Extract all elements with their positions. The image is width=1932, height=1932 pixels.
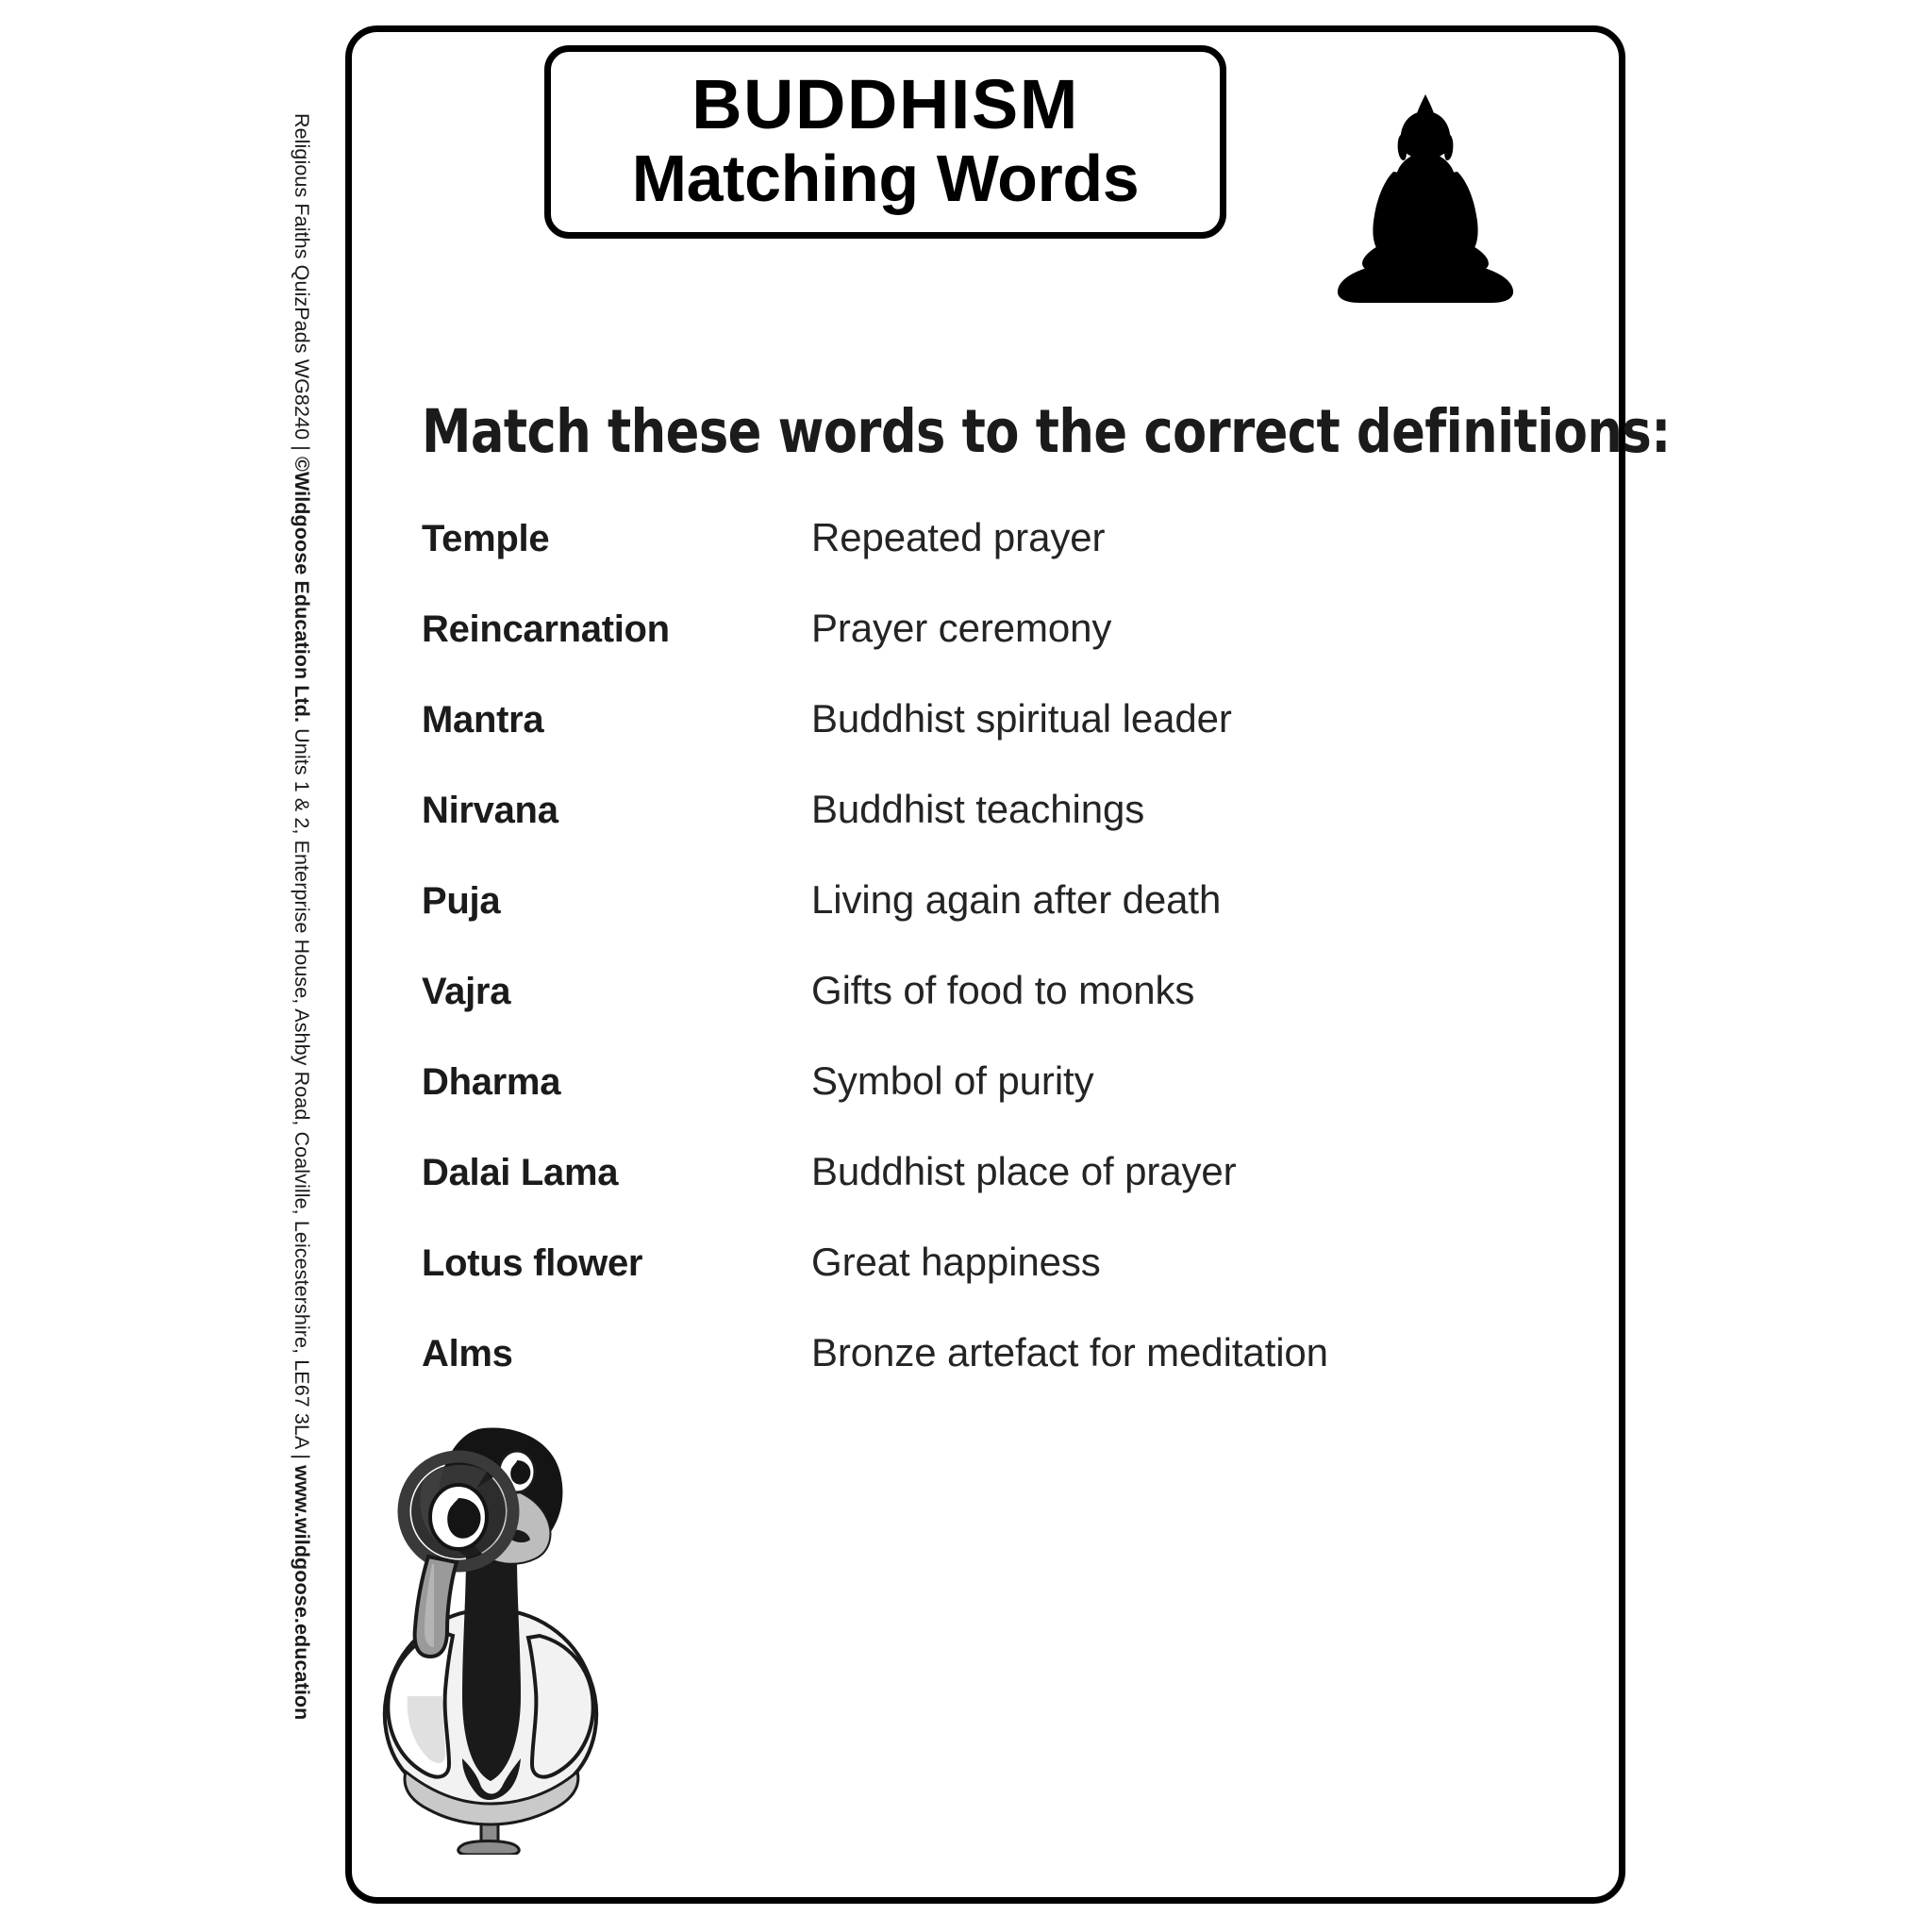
term-label: Lotus flower xyxy=(422,1242,643,1284)
definition-label: Great happiness xyxy=(811,1240,1101,1284)
list-item xyxy=(422,696,1563,787)
spine-credit-part-1: Religious Faiths QuizPads WG8240 | xyxy=(291,113,313,457)
term-label: Mantra xyxy=(422,699,544,741)
list-item xyxy=(422,1058,1563,1149)
term-label: Temple xyxy=(422,518,550,559)
spine-credit-text xyxy=(281,113,323,1736)
term-label: Dharma xyxy=(422,1061,561,1103)
definition-label: Buddhist place of prayer xyxy=(811,1149,1237,1193)
list-item xyxy=(422,606,1563,696)
instruction-heading: Match these words to the correct definitions: xyxy=(422,397,1671,466)
goose-with-magnifying-glass-icon xyxy=(351,1413,630,1855)
list-item xyxy=(422,1240,1563,1330)
matching-list xyxy=(422,515,1563,1421)
definition-label: Buddhist spiritual leader xyxy=(811,696,1232,741)
page-title: BUDDHISM xyxy=(691,64,1079,143)
spine-credit-address: Units 1 & 2, Enterprise House, Ashby Road, Coalville, Leicestershire, LE67 3LA | xyxy=(291,723,313,1466)
term-label: Dalai Lama xyxy=(422,1152,619,1193)
definition-label: Bronze artefact for meditation xyxy=(811,1330,1328,1374)
term-label: Vajra xyxy=(422,971,511,1012)
list-item xyxy=(422,515,1563,606)
spine-credit-publisher: ©Wildgoose Education Ltd. xyxy=(291,457,313,724)
list-item xyxy=(422,787,1563,877)
title-plaque xyxy=(544,45,1226,239)
definition-label: Gifts of food to monks xyxy=(811,968,1195,1012)
definition-label: Repeated prayer xyxy=(811,515,1106,559)
list-item xyxy=(422,968,1563,1058)
page-subtitle: Matching Words xyxy=(631,142,1140,216)
term-label: Nirvana xyxy=(422,790,558,831)
list-item xyxy=(422,1149,1563,1240)
definition-label: Buddhist teachings xyxy=(811,787,1145,831)
list-item xyxy=(422,1330,1563,1421)
spine-credit-website: www.wildgoose.education xyxy=(291,1465,313,1721)
term-label: Reincarnation xyxy=(422,608,670,650)
term-label: Puja xyxy=(422,880,501,922)
buddha-silhouette-icon xyxy=(1333,94,1518,304)
definition-label: Living again after death xyxy=(811,877,1222,922)
definition-label: Symbol of purity xyxy=(811,1058,1094,1103)
term-label: Alms xyxy=(422,1333,513,1374)
definition-label: Prayer ceremony xyxy=(811,606,1112,650)
list-item xyxy=(422,877,1563,968)
